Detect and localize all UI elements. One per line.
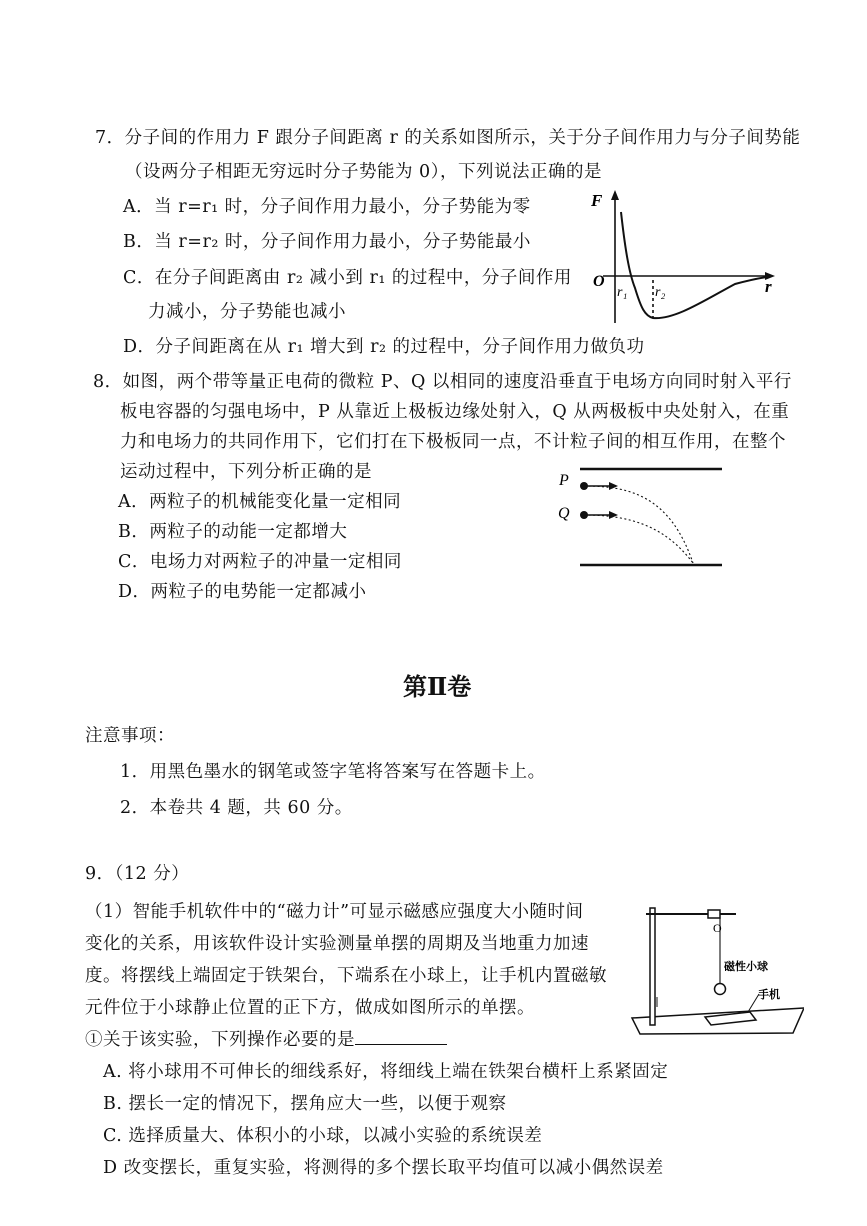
notice-item-1: 1．用黑色墨水的钢笔或签字笔将答案写在答题卡上。 <box>120 762 546 782</box>
q9-ball-label: 磁性小球 <box>724 961 768 973</box>
q8-particle-q <box>580 511 588 519</box>
q9-option-a: A. 将小球用不可伸长的细线系好，将细线上端在铁架台横杆上系紧固定 <box>103 1062 669 1082</box>
notice-item-2: 2．本卷共 4 题，共 60 分。 <box>120 798 353 818</box>
q8-label-p: P <box>559 472 569 489</box>
q8-q-trajectory <box>584 515 693 563</box>
q7-graph-origin-label: O <box>593 273 605 290</box>
q9-option-c: C. 选择质量大、体积小的小球，以减小实验的系统误差 <box>103 1126 543 1146</box>
q8-label-q: Q <box>558 505 570 522</box>
q8-stem-line4: 运动过程中，下列分析正确的是 <box>120 462 372 482</box>
section-title: 第Ⅱ卷 <box>403 672 472 701</box>
q9-paragraph-line1: （1）智能手机软件中的“磁力计”可显示磁感应强度大小随时间 <box>85 902 584 922</box>
q8-p-trajectory <box>584 486 693 563</box>
q7-option-a: A．当 r=r₁ 时，分子间作用力最小，分子势能为零 <box>123 197 531 217</box>
q7-graph-y-label: F <box>591 191 603 210</box>
notice-heading: 注意事项： <box>85 726 175 746</box>
q9-pendulum-figure <box>628 900 804 1040</box>
q7-stem-line2: （设两分子相距无穷远时分子势能为 0），下列说法正确的是 <box>125 162 602 182</box>
q7-graph-y-arrow <box>611 190 619 200</box>
q9-pivot-label: O <box>713 921 722 935</box>
q9-paragraph-line2: 变化的关系，用该软件设计实验测量单摆的周期及当地重力加速 <box>85 934 589 954</box>
q8-option-c: C．电场力对两粒子的冲量一定相同 <box>118 552 402 572</box>
q9-subquestion-1-text: ①关于该实验，下列操作必要的是 <box>85 1030 355 1050</box>
q8-stem-line2: 板电容器的匀强电场中，P 从靠近上极板边缘处射入，Q 从两极板中央处射入，在重 <box>120 402 790 422</box>
q7-option-b: B．当 r=r₂ 时，分子间作用力最小，分子势能最小 <box>123 232 531 252</box>
q9-heading: 9．（12 分） <box>85 864 190 884</box>
q7-option-d: D．分子间距离在从 r₁ 增大到 r₂ 的过程中，分子间作用力做负功 <box>123 337 645 357</box>
q8-stem-line3: 力和电场力的共同作用下，它们打在下极板同一点，不计粒子间的相互作用，在整个 <box>120 432 786 452</box>
q7-option-c-line1: C．在分子间距离由 r₂ 减小到 r₁ 的过程中，分子间作用 <box>123 268 572 288</box>
q8-option-d: D．两粒子的电势能一定都减小 <box>118 582 367 602</box>
q8-option-b: B．两粒子的动能一定都增大 <box>118 522 348 542</box>
q9-clamp <box>708 910 720 918</box>
q9-answer-blank[interactable] <box>355 1030 447 1045</box>
q9-option-b: B. 摆长一定的情况下，摆角应大一些，以便于观察 <box>103 1094 507 1114</box>
q9-subquestion-1 <box>85 1026 447 1051</box>
q9-magnetic-ball <box>715 984 726 995</box>
q8-option-a: A．两粒子的机械能变化量一定相同 <box>118 492 402 512</box>
q9-phone-label: 手机 <box>758 989 780 1001</box>
q7-graph-curve <box>621 212 767 318</box>
q7-force-graph <box>585 188 785 328</box>
q9-stand-rod <box>650 908 655 1025</box>
q9-paragraph-line4: 元件位于小球静止位置的正下方，做成如图所示的单摆。 <box>85 998 535 1018</box>
q7-graph-x-label: r <box>765 277 772 296</box>
q8-capacitor-figure <box>550 460 730 575</box>
q9-paragraph-line3: 度。将摆线上端固定于铁架台，下端系在小球上，让手机内置磁敏 <box>85 966 607 986</box>
q7-graph-r1-label: r₁ <box>617 285 628 300</box>
q9-option-d: D 改变摆长，重复实验，将测得的多个摆长取平均值可以减小偶然误差 <box>103 1158 664 1178</box>
q8-stem-line1: 8．如图，两个带等量正电荷的微粒 P、Q 以相同的速度沿垂直于电场方向同时射入平行 <box>93 372 792 392</box>
q7-graph-r2-label: r₂ <box>655 285 666 300</box>
q7-stem-line1: 7．分子间的作用力 F 跟分子间距离 r 的关系如图所示，关于分子间作用力与分子间势能 <box>95 128 801 148</box>
q8-particle-p <box>580 482 588 490</box>
q7-option-c-line2: 力减小，分子势能也减小 <box>148 302 346 322</box>
